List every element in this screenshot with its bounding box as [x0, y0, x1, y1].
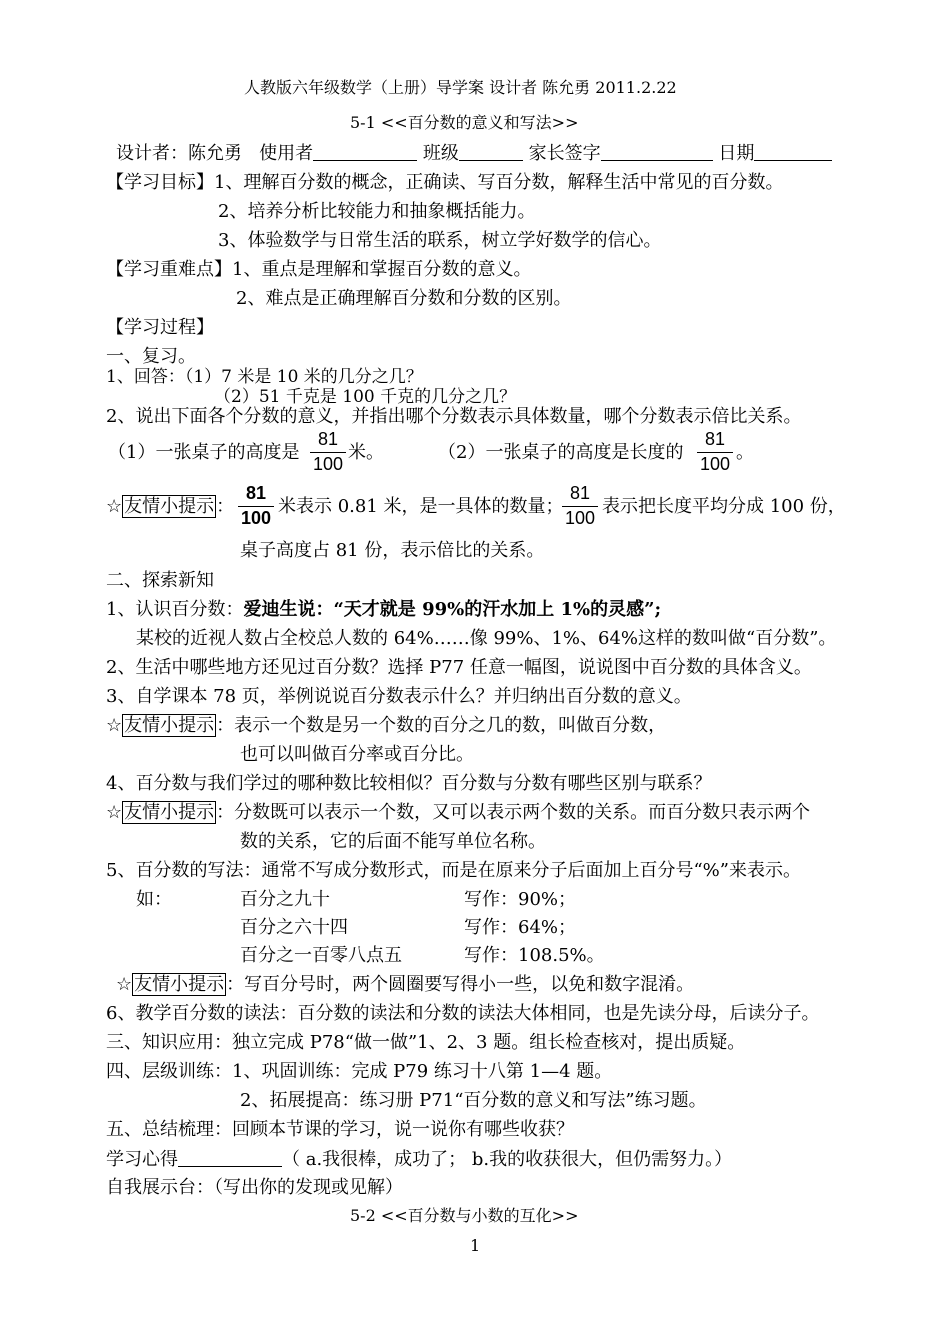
explore-item-2: 2、生活中哪些地方还见过百分数？选择 P77 任意一幅图，说说图中百分数的具体含义。	[106, 657, 812, 678]
explore-item-3: 3、自学课本 78 页，举例说说百分数表示什么？并归纳出百分数的意义。	[106, 686, 692, 707]
star-icon: ☆	[106, 802, 123, 823]
star-icon: ☆	[106, 496, 123, 517]
tip3-text-2: 数的关系，它的后面不能写单位名称。	[240, 831, 546, 852]
fraction-81-100-b	[697, 430, 733, 475]
page-number: 1	[470, 1236, 481, 1255]
example-write-3: 写作：108.5%。	[464, 945, 605, 966]
fraction-81-100-c	[562, 484, 598, 529]
key-line-1	[106, 259, 531, 281]
denominator: 100	[699, 453, 731, 474]
numerator: 81	[704, 429, 726, 449]
tip1-text-1: 米表示 0.81 米，是一具体的数量；	[278, 496, 564, 517]
user-label: 使用者	[259, 143, 314, 164]
tip1-text-2: 表示把长度平均分成 100 份，	[602, 496, 846, 517]
denominator: 100	[564, 507, 596, 528]
designer-label: 设计者：陈允勇	[116, 143, 242, 164]
fraction-81-100-a	[310, 430, 346, 475]
gain-blank[interactable]	[178, 1148, 282, 1167]
example-read-3: 百分之一百零八点五	[240, 945, 402, 966]
summary-line: 五、总结梳理：回顾本节课的学习，说一说你有哪些收获？	[106, 1119, 574, 1140]
tip4-text: 写百分号时，两个圆圈要写得小一些，以免和数字混淆。	[244, 974, 695, 995]
key-2: 2、难点是正确理解百分数和分数的区别。	[236, 288, 572, 309]
meta-line	[116, 142, 832, 165]
date-blank[interactable]	[754, 142, 832, 161]
item1-prefix: 1、认识百分数：	[106, 599, 244, 620]
key-label: 【学习重难点】	[106, 259, 232, 280]
explore-heading: 二、探索新知	[106, 570, 214, 591]
tip-colon: ：	[216, 715, 235, 736]
process-heading: 【学习过程】	[106, 317, 214, 338]
review-q1b: （2）51 千克是 100 千克的几分之几？	[214, 387, 517, 407]
goals-line-1	[106, 172, 783, 194]
tip1-text-3: 桌子高度占 81 份，表示倍比的关系。	[240, 540, 545, 561]
gain-options: （ a.我很棒，成功了； b.我的收获很大，但仍需努力。）	[282, 1149, 733, 1170]
lesson-title: 5-1 <<百分数的意义和写法>>	[350, 113, 579, 132]
denominator: 100	[312, 453, 344, 474]
user-blank[interactable]	[313, 142, 417, 161]
explore-item-5: 5、百分数的写法：通常不写成分数形式，而是在原来分子后面加上百分号“%”来表示。	[106, 860, 801, 881]
example-read-1: 百分之九十	[240, 889, 330, 910]
tip-label: 友情小提示	[124, 496, 215, 517]
star-icon: ☆	[116, 974, 133, 995]
explore-item-1-line2: 某校的近视人数占全校总人数的 64%……像 99%、1%、64%这样的数叫做“百分数”。	[136, 628, 837, 649]
review-p2-post: 。	[736, 442, 754, 463]
example-write-1: 写作：90%；	[464, 889, 577, 910]
goal-2: 2、培养分析比较能力和抽象概括能力。	[218, 201, 536, 222]
show-line: 自我展示台：（写出你的发现或见解）	[106, 1177, 403, 1198]
tip2-line-1	[106, 715, 666, 737]
review-q1a: 1、回答：（1）7 米是 10 米的几分之几？	[106, 367, 423, 387]
tip3-line-1	[106, 802, 810, 824]
denominator: 100	[240, 507, 272, 528]
review-q2: 2、说出下面各个分数的意义，并指出哪个分数表示具体数量，哪个分数表示倍比关系。	[106, 406, 802, 427]
example-label: 如：	[136, 889, 172, 910]
page-header: 人教版六年级数学（上册）导学案 设计者 陈允勇 2011.2.22	[244, 78, 677, 97]
fraction-81-100-bold	[238, 484, 274, 529]
tip1-label-line	[106, 496, 234, 518]
tip-colon: ：	[216, 802, 235, 823]
explore-item-6: 6、教学百分数的读法：百分数的读法和分数的读法大体相同，也是先读分母，后读分子。	[106, 1003, 820, 1024]
class-blank[interactable]	[459, 142, 523, 161]
tip3-text-1: 分数既可以表示一个数，又可以表示两个数的关系。而百分数只表示两个	[234, 802, 811, 823]
date-label: 日期	[718, 143, 755, 164]
review-p1-post: 米。	[348, 442, 384, 463]
tip-colon: ：	[226, 974, 245, 995]
explore-item-4: 4、百分数与我们学过的哪种数比较相似？百分数与分数有哪些区别与联系？	[106, 773, 712, 794]
explore-item-1	[106, 599, 661, 621]
gain-line	[106, 1148, 732, 1171]
lesson2-title: 5-2 <<百分数与小数的互化>>	[350, 1206, 579, 1225]
star-icon: ☆	[106, 715, 123, 736]
review-p1-pre: （1）一张桌子的高度是	[108, 442, 300, 463]
edison-quote: 爱迪生说：“天才就是 99%的汗水加上 1%的灵感”;	[243, 599, 662, 620]
train-line-1: 四、层级训练：1、巩固训练：完成 P79 练习十八第 1—4 题。	[106, 1061, 613, 1082]
review-heading: 一、复习。	[106, 346, 196, 367]
goal-1: 1、理解百分数的概念，正确读、写百分数，解释生活中常见的百分数。	[214, 172, 784, 193]
numerator: 81	[569, 483, 591, 503]
parent-blank[interactable]	[601, 142, 713, 161]
train-line-2: 2、拓展提高：练习册 P71“百分数的意义和写法”练习题。	[240, 1090, 707, 1111]
numerator: 81	[317, 429, 339, 449]
gain-label: 学习心得	[106, 1149, 178, 1170]
tip2-text-1: 表示一个数是另一个数的百分之几的数，叫做百分数，	[234, 715, 667, 736]
goals-label: 【学习目标】	[106, 172, 214, 193]
apply-line: 三、知识应用：独立完成 P78“做一做”1、2、3 题。组长检查核对，提出质疑。	[106, 1032, 746, 1053]
tip-label: 友情小提示	[134, 974, 225, 995]
class-label: 班级	[422, 143, 459, 164]
parent-label: 家长签字	[528, 143, 601, 164]
example-write-2: 写作：64%；	[464, 917, 577, 938]
tip4-line	[116, 974, 694, 996]
numerator: 81	[245, 483, 267, 503]
review-p2-pre: （2）一张桌子的高度是长度的	[438, 442, 684, 463]
key-1: 1、重点是理解和掌握百分数的意义。	[232, 259, 532, 280]
tip-label: 友情小提示	[124, 802, 215, 823]
tip2-text-2: 也可以叫做百分率或百分比。	[240, 744, 474, 765]
tip-label: 友情小提示	[124, 715, 215, 736]
tip-colon: ：	[216, 496, 235, 517]
example-read-2: 百分之六十四	[240, 917, 348, 938]
goal-3: 3、体验数学与日常生活的联系，树立学好数学的信心。	[218, 230, 662, 251]
